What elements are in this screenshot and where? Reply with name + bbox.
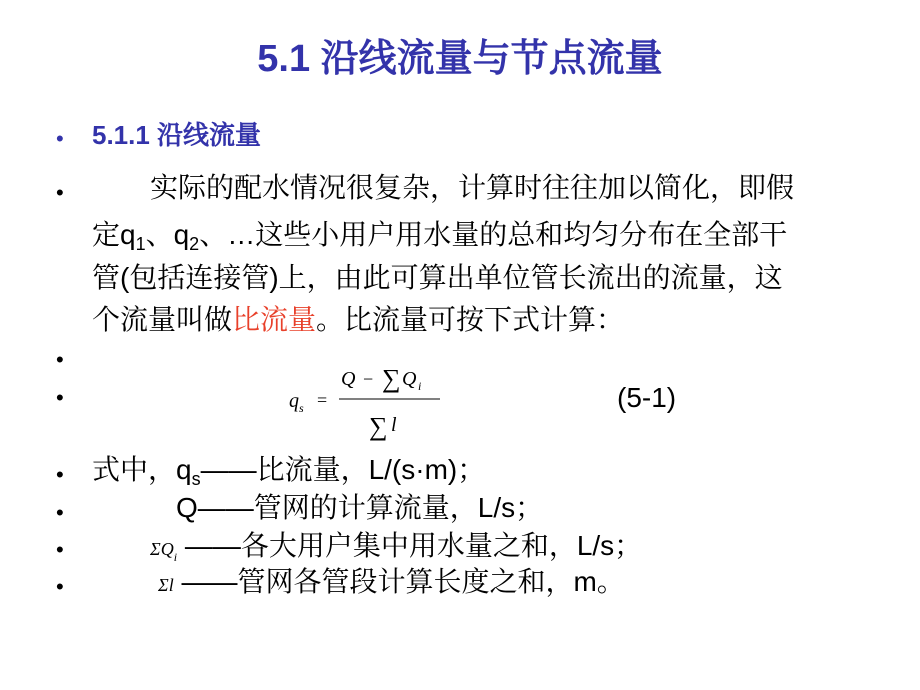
formula-5-1 [285,355,455,445]
definition-Q: Q——管网的计算流量，L/s； [176,492,544,523]
definition-qs: 式中，$q_s——$比流量，L/(s·m)； [92,454,486,489]
bullet: • [56,385,64,410]
bullet: • [56,126,64,151]
definition-sum-Qi: $\Sigma Q_i$ ——各大用户集中用水量之和，L/s； [150,530,643,564]
bullet: • [56,462,64,487]
paragraph-line-2: 定$q_1$、$q_2$、…这些小用户用水量的总和均匀分布在全部干 [92,219,788,254]
formula-num-sum: ∑ [382,364,401,393]
formula-num-Q: Q [341,368,356,390]
highlight-term: 比流量 [232,304,317,335]
formula-equals: = [317,390,328,410]
bullet: • [56,537,64,562]
slide-title: 5.1 沿线流量与节点流量 [257,38,663,80]
formula-num-Qi-sub: i [418,379,422,393]
bullet: • [56,574,64,599]
formula-num-Qi: Q [402,368,417,390]
formula-lhs: q [289,390,299,412]
bullet: • [56,347,64,372]
definition-sum-l: Σl ——管网各管段计算长度之和，m。 [158,566,625,597]
formula-den-l: l [391,414,397,436]
formula-minus: − [363,369,374,389]
equation-number: (5-1) [617,382,677,413]
bullet: • [56,180,64,205]
formula-den-sum: ∑ [369,412,388,441]
formula-lhs-sub: s [299,401,304,415]
paragraph-line-1: 实际的配水情况很复杂，计算时往往加以简化，即假 [150,172,795,203]
section-heading: 5.1.1 沿线流量 [92,120,262,150]
bullet: • [56,500,64,525]
paragraph-line-4: 个流量叫做比流量。比流量可按下式计算： [92,304,625,335]
paragraph-line-3: 管(包括连接管)上，由此可算出单位管长流出的流量，这 [92,262,783,293]
